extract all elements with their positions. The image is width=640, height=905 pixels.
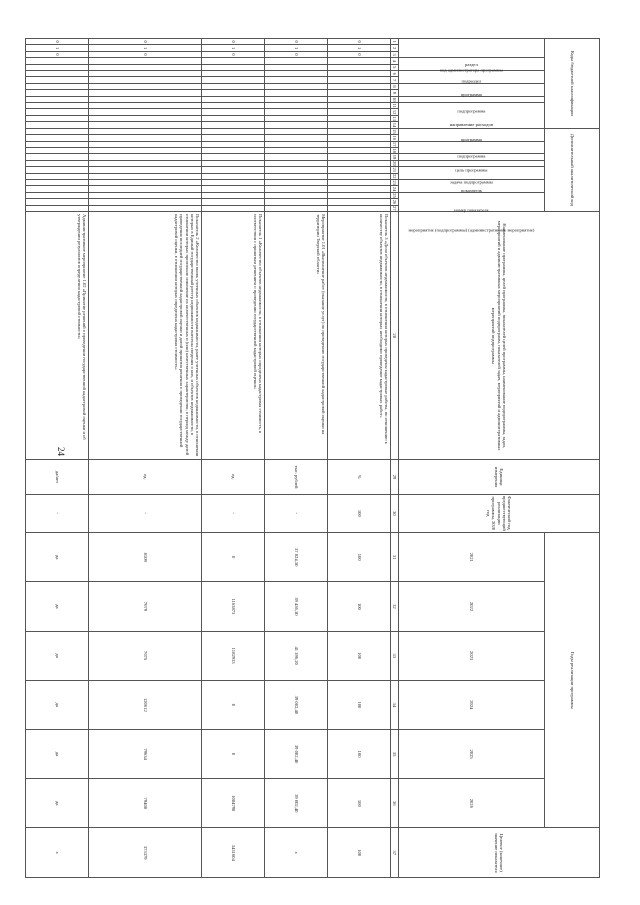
indicator-no-header: номер показателя bbox=[454, 207, 489, 213]
column-number: 3 bbox=[391, 51, 399, 57]
table-row bbox=[265, 39, 328, 878]
column-number: 5 bbox=[391, 64, 399, 70]
row-target: 373379 bbox=[89, 828, 202, 878]
row-name: Мероприятие 1.01 «Выполнение работ (оказание услуг) по проведению государственной кадастровой оценки на территории Тверской области» bbox=[265, 212, 328, 460]
table-row bbox=[26, 39, 89, 878]
row-actual: - bbox=[89, 494, 202, 533]
year-2025-header: 2025 bbox=[399, 729, 545, 778]
row-year-value: 100 bbox=[328, 533, 391, 582]
column-number: 30 bbox=[391, 494, 399, 533]
row-year-value: 100 bbox=[328, 582, 391, 631]
row-name: Показатель 1 «Количество объектов недвижимости, в отношении которых определена кадастровая стоимость, в соответствии с принятым решением о проведении государственной кадастровой оценки» bbox=[202, 212, 265, 460]
column-number: 24 bbox=[392, 186, 398, 192]
direction-header: направление расходов bbox=[449, 122, 494, 128]
column-number: 8 bbox=[391, 83, 399, 89]
column-number: 26 bbox=[392, 199, 398, 205]
column-number: 10 bbox=[392, 97, 398, 102]
row-year-value: да bbox=[26, 631, 89, 680]
row-actual: - bbox=[265, 494, 328, 533]
column-number: 35 bbox=[391, 729, 399, 778]
row-year-value: 120612 bbox=[89, 680, 202, 729]
table-body bbox=[26, 39, 399, 878]
year-2024-header: 2024 bbox=[399, 680, 545, 729]
program-table bbox=[25, 38, 600, 878]
row-actual: - bbox=[202, 494, 265, 533]
code-cell: 0 bbox=[328, 51, 391, 57]
column-number: 36 bbox=[391, 779, 399, 828]
add-program-header: программа bbox=[460, 136, 483, 142]
row-year-value: 100 bbox=[328, 779, 391, 828]
column-number: 11 bbox=[392, 103, 398, 108]
add-subprogram-header: подпрограмма bbox=[457, 152, 486, 158]
column-number: 14 bbox=[392, 122, 398, 128]
code-cell: 0 bbox=[26, 39, 89, 45]
row-unit: % bbox=[328, 460, 391, 494]
row-year-value: 37 824,30 bbox=[265, 533, 328, 582]
row-unit: ед. bbox=[89, 460, 202, 494]
budget-codes-header: Коды бюджетной классификации bbox=[545, 39, 600, 129]
column-number: 28 bbox=[391, 212, 399, 460]
year-2023-header: 2023 bbox=[399, 631, 545, 680]
code-cell: 0 bbox=[202, 39, 265, 45]
row-year-value: 39 002,40 bbox=[265, 729, 328, 778]
row-year-value: 79634 bbox=[89, 729, 202, 778]
row-year-value: да bbox=[26, 680, 89, 729]
row-year-value: 100 bbox=[328, 729, 391, 778]
years-group-header: Годы реализации программы bbox=[545, 533, 600, 828]
column-number: 37 bbox=[391, 828, 399, 878]
code-cell: 1 bbox=[328, 45, 391, 51]
additional-code-header: Дополнительный аналитический код bbox=[545, 128, 600, 211]
code-cell: 0 bbox=[265, 39, 328, 45]
row-actual: - bbox=[26, 494, 89, 533]
column-number: 1 bbox=[391, 39, 399, 45]
column-number: 9 bbox=[391, 90, 399, 96]
target-header: Целевое (конечное) значение показателя bbox=[399, 828, 600, 878]
row-year-value: 8109 bbox=[89, 533, 202, 582]
column-number: 6 bbox=[391, 71, 399, 77]
row-year-value: 1084798 bbox=[202, 779, 265, 828]
row-target: 3431604 bbox=[202, 828, 265, 878]
row-name: Показатель 3 «Доля объектов недвижимости, в отношении которых проведены кадастровые работы, по отношению к количеству объектов недвижимости, в отношении которых необходимо проведение кадастровых работ» bbox=[328, 212, 391, 460]
row-unit: ед. bbox=[202, 460, 265, 494]
podrazdel-header: подраздел bbox=[461, 78, 482, 84]
row-name: Административное мероприятие 1.02 «Принятие решений о проведении государственной кадастровой оценки и об утверждении результатов определения кадастровой стоимости» bbox=[26, 212, 89, 460]
column-number: 27 bbox=[392, 206, 398, 211]
event-header: мероприятие (подпрограммы) (административное мероприятие) bbox=[408, 227, 535, 233]
code-cell: 0 bbox=[26, 51, 89, 57]
row-year-value: 7675 bbox=[89, 631, 202, 680]
column-number: 12 bbox=[392, 109, 398, 115]
column-number: 17 bbox=[392, 141, 398, 147]
year-2022-header: 2022 bbox=[399, 582, 545, 631]
code-cell: 1 bbox=[202, 45, 265, 51]
code-cell: 0 bbox=[328, 39, 391, 45]
row-year-value: 100 bbox=[328, 631, 391, 680]
row-year-value: 1163873 bbox=[202, 582, 265, 631]
row-year-value: 1182933 bbox=[202, 631, 265, 680]
code-cell: 0 bbox=[202, 51, 265, 57]
column-number: 7 bbox=[391, 77, 399, 83]
row-year-value: да bbox=[26, 533, 89, 582]
column-number: 33 bbox=[391, 631, 399, 680]
row-target: 100 bbox=[328, 828, 391, 878]
row-year-value: 39 002,40 bbox=[265, 779, 328, 828]
column-number: 18 bbox=[392, 148, 398, 153]
year-2021-header: 2021 bbox=[399, 533, 545, 582]
row-target: х bbox=[265, 828, 328, 878]
row-name: Показатель 2 «Количество вновь учтенных объектов недвижимости, ранее учтенных объектов недвижимости, в отношении которых в Единый государственный реестр недвижимости внесены сведения о них, и объектов недвижимости, в отношении которых произошло изменение их количественных и (или) качественных характеристик, в период между датой проведения последней государственной кадастровой оценки и датой принятия решения о проведении государственной кадастровой оценки, в отношении которых определена кадастровая стоимость» bbox=[89, 212, 202, 460]
razdel-header: раздел bbox=[465, 61, 478, 67]
row-year-value: 39 002,40 bbox=[265, 680, 328, 729]
csr-program-header: программа bbox=[460, 91, 483, 97]
csr-subprogram-header: подпрограмма bbox=[457, 108, 486, 114]
row-year-value: 41 396,20 bbox=[265, 631, 328, 680]
column-number: 2 bbox=[391, 45, 399, 51]
row-actual: 100 bbox=[328, 494, 391, 533]
column-numbers-row bbox=[391, 39, 399, 878]
row-year-value: 0 bbox=[202, 533, 265, 582]
task-header: задача подпрограммы bbox=[450, 179, 493, 185]
code-cell: 1 bbox=[89, 45, 202, 51]
row-year-value: 7679 bbox=[89, 582, 202, 631]
row-year-value: да bbox=[26, 582, 89, 631]
column-number: 19 bbox=[392, 154, 398, 160]
page-number: 24 bbox=[56, 447, 66, 456]
column-number: 31 bbox=[391, 533, 399, 582]
column-number: 29 bbox=[391, 460, 399, 494]
column-number: 15 bbox=[392, 129, 398, 134]
table-row bbox=[328, 39, 391, 878]
row-year-value: 0 bbox=[202, 680, 265, 729]
row-year-value: да bbox=[26, 729, 89, 778]
column-number: 23 bbox=[392, 180, 398, 185]
code-cell: 0 bbox=[265, 51, 328, 57]
code-cell: 1 bbox=[26, 45, 89, 51]
admin-code-header: код администратора программы bbox=[440, 67, 503, 73]
row-unit: да/нет bbox=[26, 460, 89, 494]
name-header: Наименование программы, целей программы, показателей целей программы, наименование подпрограммы, задач, мероприятий и административных мероприятий подпрограмм, показателей задач, мероприятий и административных мероприятий подпрограммы bbox=[399, 212, 600, 460]
goal-header: цель программы bbox=[455, 167, 488, 173]
table-row bbox=[89, 39, 202, 878]
code-cell: 0 bbox=[89, 51, 202, 57]
column-number: 25 bbox=[392, 193, 398, 198]
program-table-rotated bbox=[54, 38, 600, 878]
column-number: 4 bbox=[391, 58, 399, 64]
column-number: 16 bbox=[392, 135, 398, 141]
column-number: 22 bbox=[392, 173, 398, 179]
code-cell: 0 bbox=[89, 39, 202, 45]
column-number: 32 bbox=[391, 582, 399, 631]
row-year-value: 79408 bbox=[89, 779, 202, 828]
column-number: 21 bbox=[392, 167, 398, 173]
code-cell: 1 bbox=[265, 45, 328, 51]
column-number: 34 bbox=[391, 680, 399, 729]
actual-year-header: Фактический год, предшествующий реализации программы, 2020 год bbox=[399, 494, 600, 533]
unit-header: Единица измерения bbox=[399, 460, 600, 494]
row-year-value: да bbox=[26, 779, 89, 828]
indicator-header: показатель bbox=[460, 187, 483, 193]
column-number: 13 bbox=[392, 116, 398, 121]
table-row bbox=[202, 39, 265, 878]
row-year-value: 39 436,30 bbox=[265, 582, 328, 631]
column-number: 20 bbox=[392, 161, 398, 166]
year-2026-header: 2026 bbox=[399, 779, 545, 828]
row-unit: тыс. рублей bbox=[265, 460, 328, 494]
row-year-value: 100 bbox=[328, 680, 391, 729]
row-year-value: 0 bbox=[202, 729, 265, 778]
row-target: х bbox=[26, 828, 89, 878]
